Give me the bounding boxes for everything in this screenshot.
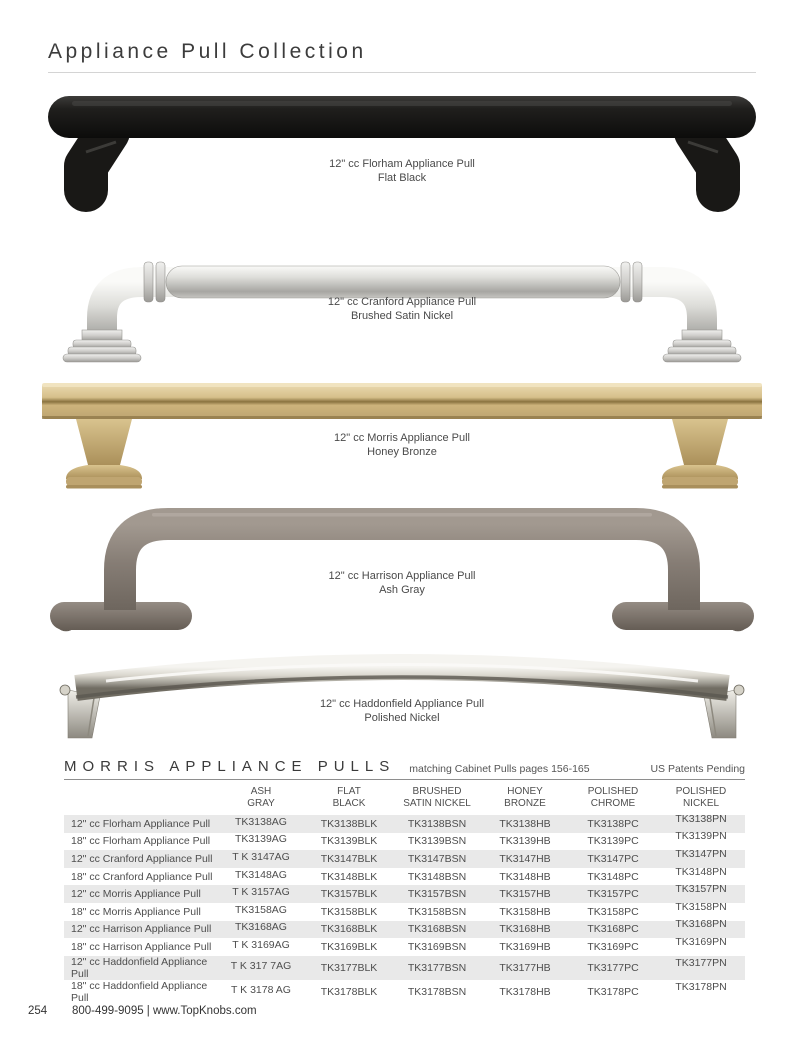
caption-morris [0,432,804,459]
sku-cell: TK3147BLK [320,852,378,865]
sku-cell: TK3158BSN [407,905,467,918]
harrison-pull-illustration [42,506,762,632]
product-name-cell: 12" cc Florham Appliance Pull [71,817,211,830]
caption-harrison-name: 12" cc Harrison Appliance Pull [328,570,476,582]
sku-cell: TK3177PC [587,961,639,974]
sku-cell: TK3138PC [587,817,639,830]
sku-cell: TK3139AG [235,833,287,846]
section-title: MORRIS APPLIANCE PULLS [64,758,396,775]
cranford-pull-illustration [42,226,762,364]
sku-cell: TK3158BLK [320,905,378,918]
column-header-ash-gray: ASH GRAY [247,786,275,809]
sku-cell: TK3158AG [235,903,287,916]
sku-cell: T K 3157AG [232,886,290,899]
sku-cell: TK3157HB [499,888,551,901]
sku-cell: TK3178PN [675,980,727,993]
sku-cell: TK3148BSN [407,870,467,883]
sku-cell: T K 3178 AG [231,983,291,996]
sku-cell: T K 317 7AG [230,959,292,972]
sku-cell: TK3148HB [499,870,551,883]
sku-cell: TK3148BLK [320,870,378,883]
sku-cell: TK3147BSN [407,852,467,865]
florham-pull-illustration [42,88,762,216]
sku-cell: TK3147PN [675,847,727,860]
section-subtitle: matching Cabinet Pulls pages 156-165 [409,763,590,775]
caption-haddonfield-finish: Polished Nickel [364,711,440,724]
sku-cell: TK3157BLK [320,888,378,901]
sku-cell: TK3177HB [499,961,551,974]
product-name-cell: 12" cc Cranford Appliance Pull [71,852,213,865]
sku-cell: TK3178HB [499,985,551,998]
table-header-row [64,786,745,815]
sku-table [64,786,745,1004]
footer-contact: 800-499-9095 | www.TopKnobs.com [72,1005,257,1017]
caption-haddonfield [0,698,804,725]
sku-cell: TK3148PC [587,870,639,883]
caption-morris-name: 12" cc Morris Appliance Pull [334,432,470,444]
column-header-polished-nickel: POLISHED NICKEL [675,786,727,809]
caption-cranford [0,296,804,323]
product-name-cell: 18" cc Haddonfield Appliance Pull [71,979,208,1004]
table-row [64,903,745,921]
product-name-cell: 12" cc Morris Appliance Pull [71,888,201,901]
caption-cranford-finish: Brushed Satin Nickel [350,309,454,322]
product-name-cell: 18" cc Cranford Appliance Pull [71,870,213,883]
sku-cell: TK3177BLK [320,961,378,974]
sku-cell: TK3138BSN [407,817,467,830]
sku-cell: T K 3169AG [232,938,290,951]
page-number: 254 [28,1005,48,1017]
product-name-cell: 12" cc Haddonfield Appliance Pull [71,955,208,980]
sku-cell: TK3157BSN [407,888,467,901]
sku-cell: TK3139HB [499,835,551,848]
section-header [64,751,745,780]
table-row [64,868,745,886]
product-image-haddonfield [42,646,762,741]
sku-cell: TK3169HB [499,940,551,953]
sku-cell: TK3168PN [675,918,727,931]
sku-cell: TK3157PC [587,888,639,901]
sku-cell: TK3138HB [499,817,551,830]
table-row [64,833,745,851]
sku-cell: TK3169BLK [320,940,378,953]
sku-cell: TK3148PN [675,865,727,878]
product-image-florham [42,88,762,216]
sku-cell: TK3147PC [587,852,639,865]
column-header-polished-chrome: POLISHED CHROME [587,786,639,809]
patents-note: US Patents Pending [650,763,745,775]
product-image-cranford [42,226,762,364]
sku-cell: TK3158HB [499,905,551,918]
caption-harrison-finish: Ash Gray [379,583,425,596]
sku-cell: TK3148AG [235,868,287,881]
cranford-right-base [663,330,741,362]
caption-morris-finish: Honey Bronze [367,445,437,458]
title-divider [48,72,756,73]
sku-cell: TK3139PC [587,835,639,848]
cranford-left-base [63,330,141,362]
sku-cell: TK3138AG [235,815,287,828]
product-name-cell: 18" cc Harrison Appliance Pull [71,940,212,953]
page-title: Appliance Pull Collection [48,40,367,63]
sku-cell: TK3168PC [587,923,639,936]
sku-cell: TK3169PC [587,940,639,953]
sku-cell: TK3177PN [675,956,727,969]
sku-cell: TK3178PC [587,985,639,998]
table-row [64,938,745,956]
sku-cell: TK3138BLK [320,817,378,830]
caption-florham-name: 12" cc Florham Appliance Pull [329,158,475,170]
product-name-cell: 18" cc Florham Appliance Pull [71,835,211,848]
product-column-header [64,786,217,815]
product-name-cell: 12" cc Harrison Appliance Pull [71,923,212,936]
sku-cell: TK3168AG [235,921,287,934]
sku-cell: TK3139BSN [407,835,467,848]
sku-cell: TK3168BSN [407,923,467,936]
sku-cell: TK3168BLK [320,923,378,936]
table-row [64,956,745,980]
sku-cell: TK3139BLK [320,835,378,848]
table-row [64,815,745,833]
table-row [64,885,745,903]
caption-cranford-name: 12" cc Cranford Appliance Pull [327,296,477,308]
caption-harrison [0,570,804,597]
column-header-flat-black: FLAT BLACK [332,786,366,809]
sku-cell: TK3169BSN [407,940,467,953]
sku-cell: TK3178BSN [407,985,467,998]
sku-cell: TK3138PN [675,812,727,825]
product-name-cell: 18" cc Morris Appliance Pull [71,905,201,918]
sku-cell: TK3178BLK [320,985,378,998]
sku-cell: TK3158PC [587,905,639,918]
sku-cell: T K 3147AG [232,850,290,863]
sku-cell: TK3139PN [675,830,727,843]
sku-cell: TK3169PN [675,935,727,948]
caption-haddonfield-name: 12" cc Haddonfield Appliance Pull [319,698,485,710]
caption-florham [0,158,804,185]
table-row [64,980,745,1004]
sku-cell: TK3157PN [675,883,727,896]
column-header-brushed-satin-nickel: BRUSHED SATIN NICKEL [403,786,471,809]
haddonfield-pull-illustration [42,646,762,741]
column-header-honey-bronze: HONEY BRONZE [504,786,546,809]
sku-cell: TK3158PN [675,900,727,913]
sku-cell: TK3177BSN [407,961,467,974]
sku-cell: TK3147HB [499,852,551,865]
sku-cell: TK3168HB [499,923,551,936]
product-table-body [64,812,745,1004]
caption-florham-finish: Flat Black [377,171,427,184]
product-image-harrison [42,506,762,632]
table-row [64,850,745,868]
table-row [64,921,745,939]
